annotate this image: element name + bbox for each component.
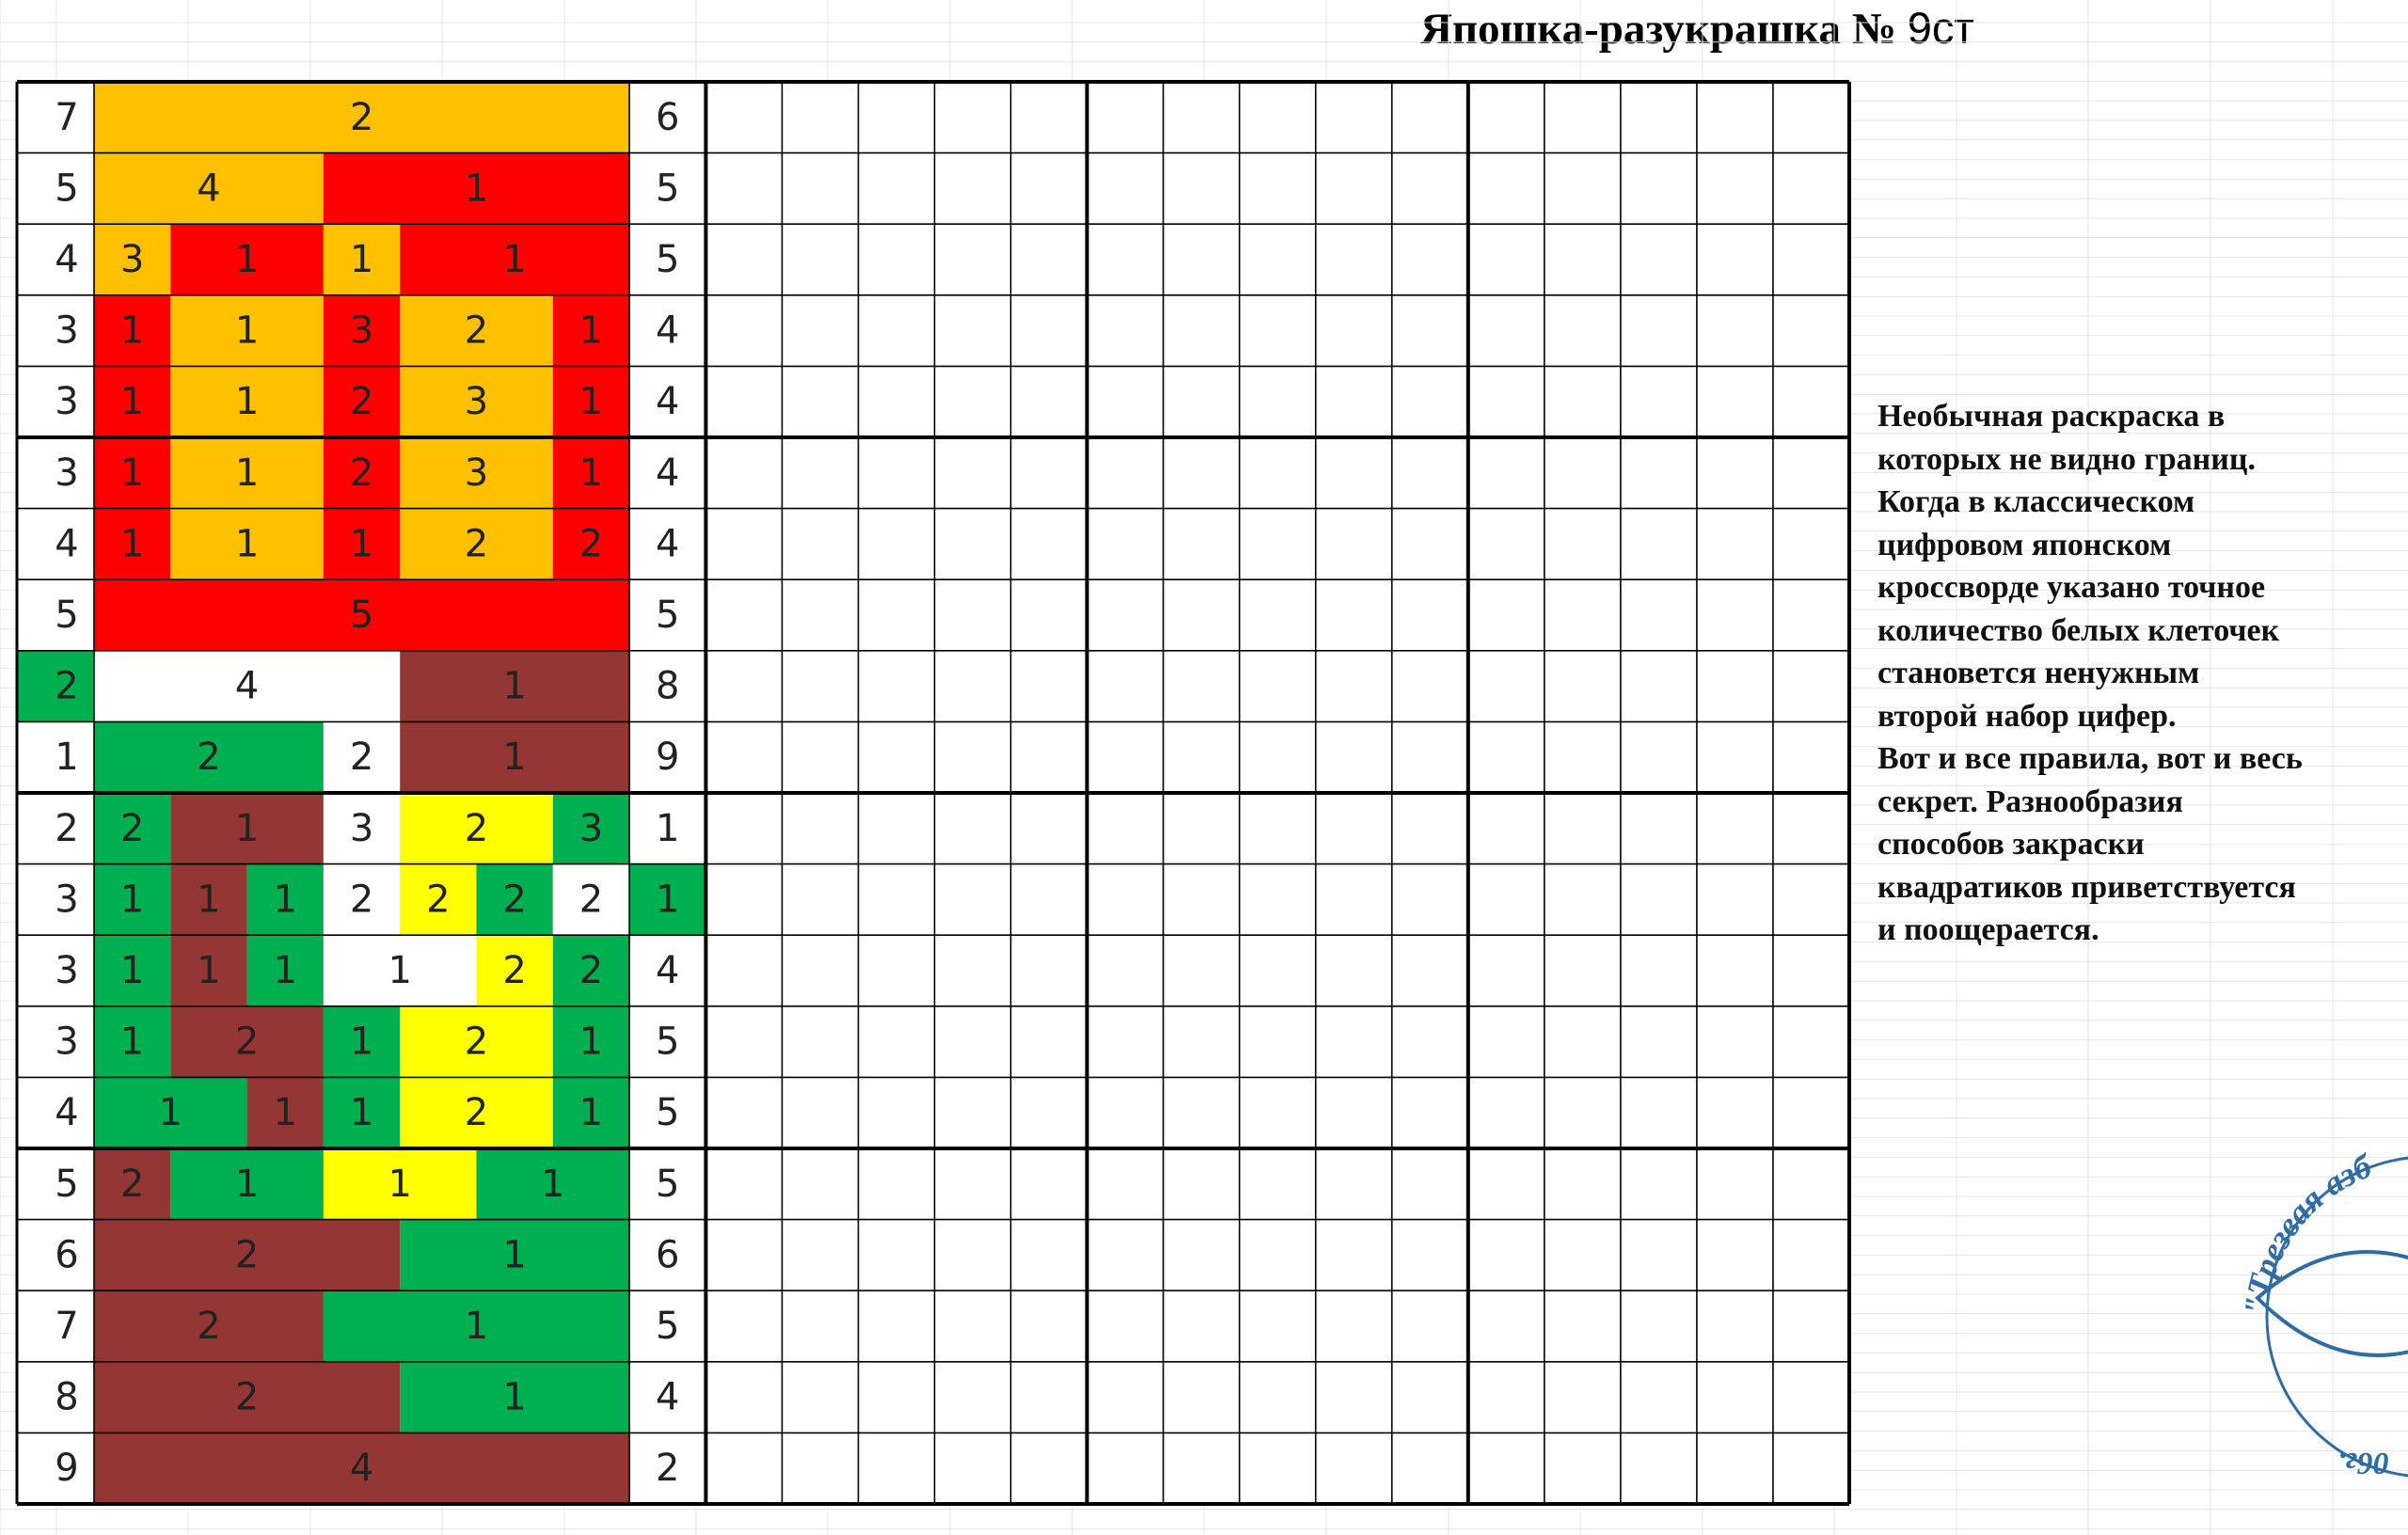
left-clue: 3	[55, 949, 79, 992]
stamp-bottom-text: 06г.	[2337, 1446, 2389, 1480]
left-clue: 2	[55, 664, 79, 708]
left-clue: 7	[55, 95, 79, 139]
right-clue: 4	[656, 1375, 680, 1419]
right-clue: 6	[656, 1233, 680, 1277]
block-number: 1	[234, 451, 260, 495]
block-number: 2	[119, 1162, 145, 1206]
left-clue: 5	[55, 166, 79, 211]
right-clue: 5	[656, 1305, 680, 1348]
block-number: 1	[234, 522, 260, 566]
rules-line: количество белых клеточек	[1877, 612, 2280, 648]
left-clue: 1	[55, 736, 79, 780]
rules-line: цифровом японском	[1877, 527, 2172, 562]
left-clue: 5	[55, 593, 79, 637]
block-number: 1	[502, 1375, 527, 1419]
block-number: 2	[349, 736, 374, 780]
block-number: 1	[273, 878, 297, 922]
block-number: 2	[578, 878, 604, 922]
block-number: 4	[234, 664, 260, 708]
stamp-top-text: "Трезвая азб	[2236, 1147, 2377, 1319]
right-clue: 4	[656, 380, 680, 424]
right-clue: 5	[656, 1091, 680, 1135]
rules-line: Когда в классическом	[1877, 484, 2195, 519]
block-number: 1	[197, 949, 221, 992]
block-number: 2	[234, 1375, 260, 1419]
block-number: 4	[349, 1447, 374, 1491]
left-clue: 3	[55, 309, 79, 353]
title-main: Япошка-разукрашка №	[1420, 5, 1897, 54]
block-number: 1	[541, 1162, 565, 1206]
block-number: 1	[119, 878, 145, 922]
left-clue: 3	[55, 380, 79, 424]
rules-line: которых не видно границ.	[1877, 441, 2256, 477]
block-number: 3	[578, 806, 604, 850]
block-number: 1	[119, 522, 145, 566]
block-number: 1	[349, 1020, 374, 1064]
right-clue: 4	[656, 451, 680, 495]
block-number: 1	[464, 166, 489, 211]
block-number: 2	[234, 1020, 260, 1064]
left-clue: 6	[55, 1233, 79, 1277]
block-number: 1	[119, 380, 145, 424]
block-number: 1	[502, 238, 527, 281]
right-clue: 2	[656, 1447, 680, 1491]
rules-line: способов закраски	[1877, 827, 2145, 862]
right-clue: 1	[656, 878, 680, 922]
block-number: 3	[464, 380, 489, 424]
left-clue: 4	[55, 522, 79, 566]
block-number: 1	[234, 238, 260, 281]
left-clue: 9	[55, 1447, 79, 1491]
block-number: 1	[502, 1233, 527, 1277]
block-number: 3	[349, 806, 374, 850]
block-number: 3	[464, 451, 489, 495]
block-number: 2	[197, 1305, 221, 1348]
right-clue: 9	[656, 736, 680, 780]
block-number: 1	[578, 1020, 604, 1064]
block-number: 1	[349, 522, 374, 566]
right-clue: 5	[656, 238, 680, 281]
block-number: 1	[578, 451, 604, 495]
stamp-seal	[2229, 1129, 2408, 1505]
block-number: 1	[273, 1091, 297, 1135]
block-number: 2	[464, 1020, 489, 1064]
block-number: 2	[119, 806, 145, 850]
block-number: 2	[349, 95, 374, 139]
block-number: 5	[349, 593, 374, 637]
block-number: 2	[349, 878, 374, 922]
left-clue: 3	[55, 878, 79, 922]
right-clue: 1	[656, 806, 680, 850]
block-number: 1	[119, 1020, 145, 1064]
block-number: 1	[234, 309, 260, 353]
block-number: 2	[502, 949, 527, 992]
rules-line: квадратиков приветствуется	[1877, 869, 2296, 905]
block-number: 1	[234, 806, 260, 850]
block-number: 3	[349, 309, 374, 353]
right-clue: 5	[656, 1162, 680, 1206]
right-clue: 8	[656, 664, 680, 708]
block-number: 2	[464, 522, 489, 566]
rules-text	[1877, 395, 2404, 952]
block-number: 3	[119, 238, 145, 281]
left-clue: 4	[55, 1091, 79, 1135]
block-number: 1	[578, 380, 604, 424]
block-number: 2	[502, 878, 527, 922]
block-number: 1	[158, 1091, 183, 1135]
rules-line: второй набор цифер.	[1877, 698, 2177, 734]
right-clue: 4	[656, 522, 680, 566]
left-clue: 5	[55, 1162, 79, 1206]
block-number: 1	[119, 309, 145, 353]
right-clue: 4	[656, 949, 680, 992]
rules-line: Необычная раскраска в	[1877, 399, 2226, 434]
block-number: 1	[197, 878, 221, 922]
block-number: 1	[578, 1091, 604, 1135]
block-number: 1	[119, 451, 145, 495]
block-number: 1	[349, 1091, 374, 1135]
left-clue: 3	[55, 1020, 79, 1064]
block-number: 2	[349, 451, 374, 495]
block-number: 1	[234, 1162, 260, 1206]
block-number: 2	[464, 806, 489, 850]
block-number: 2	[426, 878, 451, 922]
block-number: 1	[464, 1305, 489, 1348]
block-number: 2	[464, 309, 489, 353]
rules-line: становется ненужным	[1877, 656, 2200, 690]
block-number: 1	[388, 1162, 412, 1206]
block-number: 1	[234, 380, 260, 424]
block-number: 1	[502, 664, 527, 708]
title-suffix: 9ст	[1907, 3, 1974, 53]
block-number: 2	[578, 522, 604, 566]
block-number: 1	[349, 238, 374, 281]
block-number: 4	[197, 166, 221, 211]
grid-lines-layer	[17, 82, 1849, 1504]
block-number: 1	[119, 949, 145, 992]
left-clue: 7	[55, 1305, 79, 1348]
rules-line: и поощерается.	[1877, 912, 2099, 947]
right-clue: 5	[656, 166, 680, 211]
right-clue: 6	[656, 95, 680, 139]
right-clue: 5	[656, 593, 680, 637]
right-clue: 5	[656, 1020, 680, 1064]
left-clue: 2	[55, 806, 79, 850]
rules-line: кроссворде указано точное	[1877, 570, 2266, 605]
block-number: 2	[578, 949, 604, 992]
block-number: 2	[234, 1233, 260, 1277]
block-number: 2	[197, 736, 221, 780]
block-number: 1	[388, 949, 412, 992]
rules-line: Вот и все правила, вот и весь	[1877, 741, 2303, 776]
rules-line: секрет. Разнообразия	[1877, 783, 2183, 819]
block-number: 2	[349, 380, 374, 424]
block-number: 1	[273, 949, 297, 992]
left-clue: 3	[55, 451, 79, 495]
left-clue: 4	[55, 238, 79, 281]
left-clue: 8	[55, 1375, 79, 1419]
right-clue: 4	[656, 309, 680, 353]
block-number: 2	[464, 1091, 489, 1135]
block-number: 1	[502, 736, 527, 780]
block-number: 1	[578, 309, 604, 353]
